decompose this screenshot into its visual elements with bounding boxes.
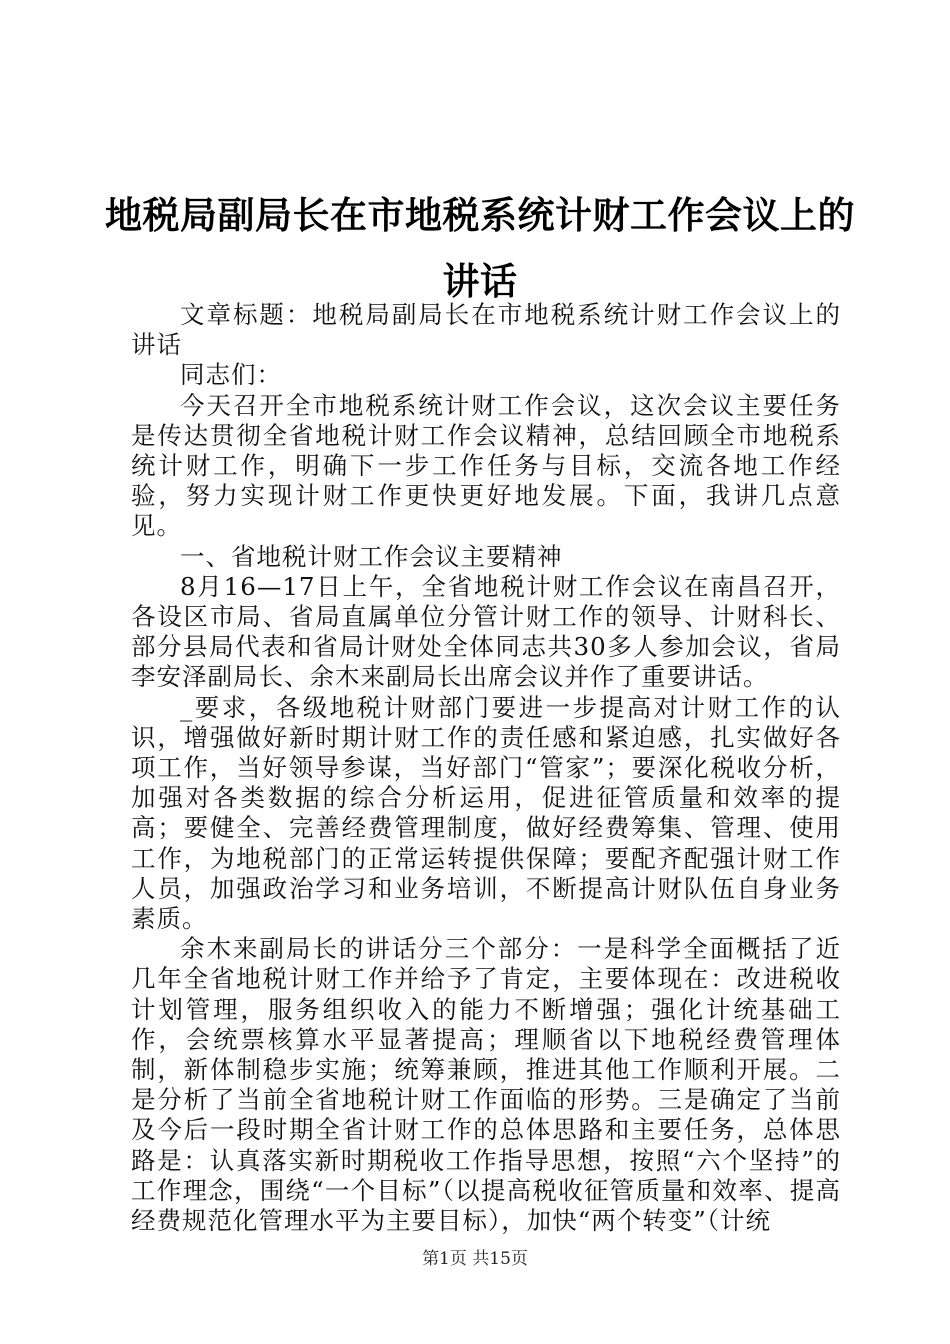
paragraph-article-title: 文章标题：地税局副局长在市地税系统计财工作会议上的讲话 [131,300,841,360]
page-number-footer: 第1页 共15页 [422,1249,528,1269]
document-body [131,300,841,1236]
section-heading-1: 一、省地税计财工作会议主要精神 [180,541,563,571]
paragraph-requirements: _要求，各级地税计财部门要进一步提高对计财工作的认识，增强做好新时期计财工作的责任感和紧迫感，扎实做好各项工作，当好领导参谋，当好部门“管家”；要深化税收分析，加强对各类数据的综合分析运用，促进征管质量和效率的提高；要健全、完善经费管理制度，做好经费筹集、管理、使用工作，为地税部门的正常运转提供保障；要配齐配强计财工作人员，加强政治学习和业务培训，不断提高计财队伍自身业务素质。 [131,692,841,934]
document-title: 地税局副局长在市地税系统计财工作会议上的讲话 [105,194,855,303]
paragraph-opening: 今天召开全市地税系统计财工作会议，这次会议主要任务是传达贯彻全省地税计财工作会议精神，总结回顾全市地税系统计财工作，明确下一步工作任务与目标，交流各地工作经验，努力实现计财工作更快更好地发展。下面，我讲几点意见。 [131,390,841,541]
paragraph-speech-summary: 余木来副局长的讲话分三个部分：一是科学全面概括了近几年全省地税计财工作并给予了肯定，主要体现在：改进税收计划管理，服务组织收入的能力不断增强；强化计统基础工作，会统票核算水平显著提高；理顺省以下地税经费管理体制，新体制稳步实施；统筹兼顾，推进其他工作顺利开展。二是分析了当前全省地税计财工作面临的形势。三是确定了当前及今后一段时期全省计财工作的总体思路和主要任务，总体思路是：认真落实新时期税收工作指导思想，按照“六个坚持”的工作理念，围绕“一个目标”（以提高税收征管质量和效率、提高经费规范化管理水平为主要目标），加快“两个转变”（计统 [131,934,841,1236]
paragraph-meeting-info: 8月16—17日上午，全省地税计财工作会议在南昌召开，各设区市局、省局直属单位分管计财工作的领导、计财科长、部分县局代表和省局计财处全体同志共30多人参加会议，省局李安泽副局长、余木来副局长出席会议并作了重要讲话。 [131,571,841,692]
paragraph-salutation: 同志们： [180,360,282,390]
